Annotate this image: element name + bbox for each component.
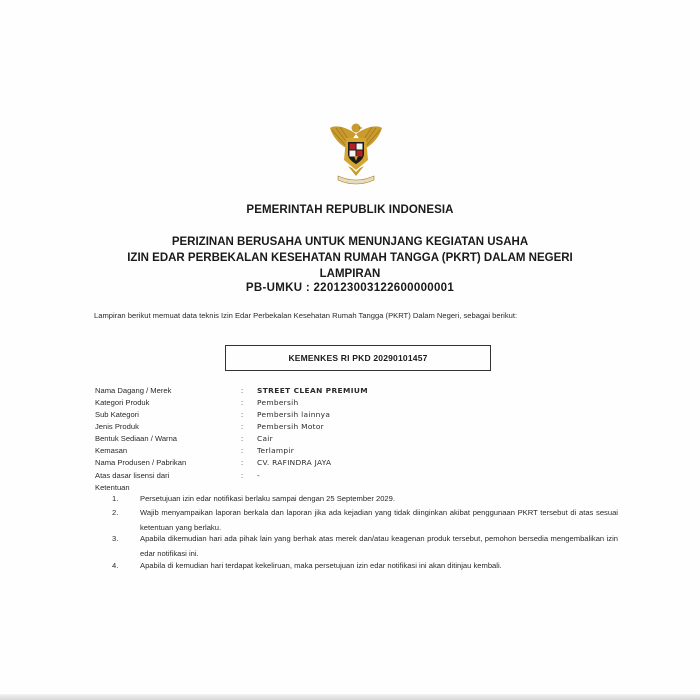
pb-umku-number: PB-UMKU : 220123003122600000001 <box>245 282 455 294</box>
term-number: 2. <box>112 508 119 517</box>
detail-row-product-type <box>95 422 615 434</box>
detail-label: Jenis Produk <box>95 422 139 431</box>
term-item <box>95 558 620 573</box>
detail-value: Pembersih lainnya <box>257 410 331 419</box>
detail-colon: : <box>241 458 244 467</box>
registration-number: KEMENKES RI PKD 20290101457 <box>288 353 428 363</box>
detail-value: Pembersih <box>257 398 299 407</box>
intro-paragraph: Lampiran berikut memuat data teknis Izin Edar Perbekalan Kesehatan Rumah Tangga (PKRT) Dalam Negeri, sebagai berikut: <box>94 311 518 320</box>
term-text: Persetujuan izin edar notifikasi berlaku sampai dengan 25 September 2029. <box>140 494 395 503</box>
detail-label: Kategori Produk <box>95 398 150 407</box>
detail-row-category <box>95 398 615 410</box>
term-number: 1. <box>112 494 119 503</box>
detail-value: Cair <box>257 434 273 443</box>
detail-row-form <box>95 434 615 446</box>
detail-label: Nama Dagang / Merek <box>95 386 172 395</box>
detail-label: Kemasan <box>95 446 128 455</box>
term-item <box>95 531 620 561</box>
detail-label: Nama Produsen / Pabrikan <box>95 458 187 467</box>
detail-colon: : <box>241 446 244 455</box>
garuda-pancasila-emblem-icon <box>326 120 386 186</box>
detail-value: - <box>257 471 260 480</box>
term-text: Apabila di kemudian hari terdapat kekeliruan, maka persetujuan izin edar notifikasi ini akan ditinjau kembali. <box>140 561 502 570</box>
detail-label: Sub Kategori <box>95 410 139 419</box>
detail-row-subcategory <box>95 410 615 422</box>
detail-colon: : <box>241 410 244 419</box>
term-number: 3. <box>112 534 119 543</box>
government-heading: PEMERINTAH REPUBLIK INDONESIA <box>246 204 454 216</box>
term-number: 4. <box>112 561 119 570</box>
detail-row-manufacturer <box>95 458 615 470</box>
document-title-line-1: PERIZINAN BERUSAHA UNTUK MENUNJANG KEGIATAN USAHA <box>171 236 529 248</box>
detail-label: Bentuk Sediaan / Warna <box>95 434 178 443</box>
detail-value: CV. RAFINDRA JAYA <box>257 458 332 467</box>
document-title-line-3: LAMPIRAN <box>319 268 381 280</box>
detail-colon: : <box>241 422 244 431</box>
registration-number-box <box>225 345 491 371</box>
detail-row-brand <box>95 386 615 398</box>
detail-value: STREET CLEAN PREMIUM <box>257 386 369 395</box>
detail-colon: : <box>241 471 244 480</box>
detail-colon: : <box>241 434 244 443</box>
detail-label: Atas dasar lisensi dari <box>95 471 170 480</box>
document-title-line-2: IZIN EDAR PERBEKALAN KESEHATAN RUMAH TANGGA (PKRT) DALAM NEGERI <box>127 252 573 264</box>
page-bottom-edge <box>0 694 700 700</box>
detail-value: Terlampir <box>257 446 295 455</box>
term-text: Wajib menyampaikan laporan berkala dan laporan jika ada kejadian yang tidak diinginkan akibat penggunaan PKRT tersebut di atas sesuai ketentuan yang berlaku. <box>140 508 618 532</box>
term-text: Apabila dikemudian hari ada pihak lain yang berhak atas merek dan/atau keagenan produk tersebut, pemohon bersedia mengembalikan izin edar notifikasi ini. <box>140 534 618 558</box>
detail-colon: : <box>241 386 244 395</box>
detail-row-license <box>95 471 615 483</box>
detail-row-packaging <box>95 446 615 458</box>
detail-value: Pembersih Motor <box>257 422 325 431</box>
detail-colon: : <box>241 398 244 407</box>
term-item <box>95 491 620 506</box>
ketentuan-heading: Ketentuan <box>95 483 130 492</box>
